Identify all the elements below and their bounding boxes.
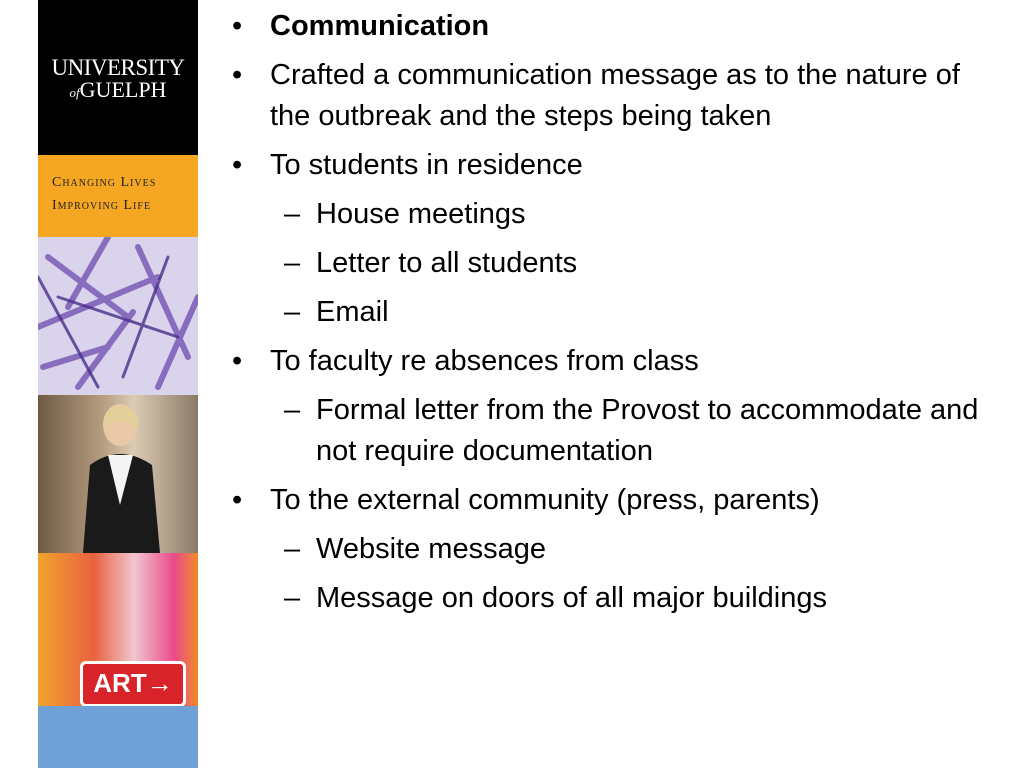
dash-marker: – [284, 394, 301, 426]
dash-marker: – [284, 198, 301, 230]
bullet-item [232, 145, 992, 186]
bullet-item [232, 6, 992, 47]
fiber-image [38, 237, 198, 395]
bullet-text: To students in residence [270, 149, 583, 181]
logo-text-guelph [38, 78, 198, 105]
bullet-marker: • [232, 10, 243, 42]
bullet-marker: • [232, 345, 243, 377]
bullet-marker: • [232, 59, 243, 91]
art-image [38, 553, 198, 706]
sub-bullet-text: Website message [316, 533, 546, 565]
dash-marker: – [284, 247, 301, 279]
university-logo [38, 0, 198, 155]
banner-footer [38, 706, 198, 768]
slide-body [232, 6, 992, 627]
sub-bullet-item [232, 292, 992, 333]
bullet-marker: • [232, 149, 243, 181]
bullet-text: To faculty re absences from class [270, 345, 699, 377]
sub-bullet-text: Letter to all students [316, 247, 578, 279]
art-sign: ART→ [80, 661, 186, 707]
bullet-text: Crafted a communication message as to the nature of the outbreak and the steps being taken [270, 59, 960, 132]
dash-marker: – [284, 582, 301, 614]
fiber-illustration [38, 237, 198, 395]
tagline-line-1: Changing Lives [52, 175, 157, 190]
sub-bullet-text: Email [316, 296, 389, 328]
logo-text-of: of [69, 85, 80, 100]
university-banner [38, 0, 198, 768]
student-figure [38, 395, 198, 553]
bullet-item [232, 341, 992, 382]
bullet-marker: • [232, 484, 243, 516]
dash-marker: – [284, 533, 301, 565]
sub-bullet-item [232, 194, 992, 235]
tagline-panel [38, 155, 198, 237]
logo-text-university: UNIVERSITY [51, 55, 185, 80]
tagline-line-2: Improving Life [52, 198, 152, 213]
sub-bullet-item [232, 243, 992, 284]
sub-bullet-item [232, 390, 992, 472]
sub-bullet-text: Message on doors of all major buildings [316, 582, 827, 614]
bullet-item [232, 480, 992, 521]
sub-bullet-item [232, 529, 992, 570]
bullet-item [232, 55, 992, 137]
logo-text-guelph-name: GUELPH [79, 77, 167, 102]
bullet-text: To the external community (press, parents) [270, 484, 820, 516]
sub-bullet-text: Formal letter from the Provost to accommodate and not require documentation [316, 394, 979, 467]
student-photo [38, 395, 198, 553]
sub-bullet-text: House meetings [316, 198, 526, 230]
bullet-text: Communication [270, 10, 490, 42]
dash-marker: – [284, 296, 301, 328]
sub-bullet-item [232, 578, 992, 619]
